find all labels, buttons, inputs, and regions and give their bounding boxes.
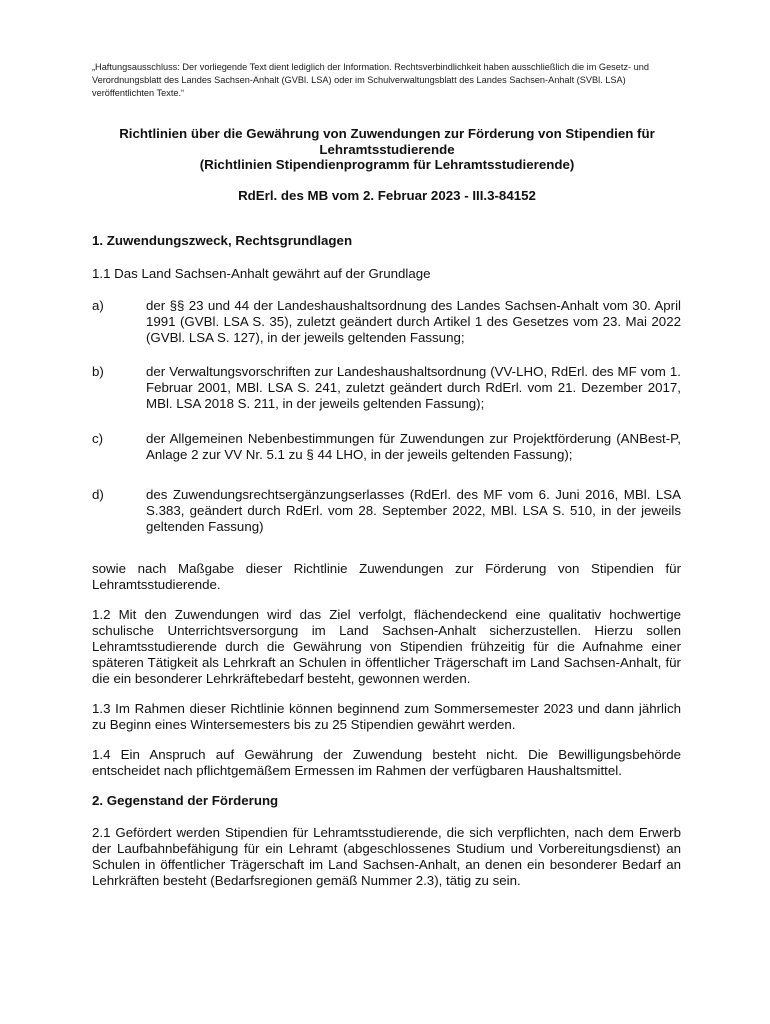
decree-reference: RdErl. des MB vom 2. Februar 2023 - III.3-84152 bbox=[238, 188, 536, 203]
list-item-a bbox=[92, 298, 681, 346]
disclaimer: „Haftungsausschluss: Der vorliegende Text dient lediglich der Information. Rechtsverbindlichkeit haben ausschließlich die im Gesetz- und Verordnungsblatt des Landes Sachsen-Anhalt (GVBl. LSA) oder im Schulverwaltungsblatt des Landes Sachsen-Anhalt (SVBl. LSA) veröffentlichten Texte.“ bbox=[92, 62, 649, 98]
list-item-c bbox=[92, 431, 681, 463]
document-title bbox=[92, 126, 682, 173]
list-item-d bbox=[92, 487, 681, 535]
title-line-2: Lehramtsstudierende bbox=[319, 141, 455, 157]
document-body bbox=[92, 233, 681, 889]
list-item-text: der Allgemeinen Nebenbestimmungen für Zuwendungen zur Projektförderung (ANBest-P, Anlage 2 zur VV Nr. 5.1 zu § 44 LHO, in der jeweils geltenden Fassung); bbox=[146, 431, 681, 462]
paragraph-1-3: 1.3 Im Rahmen dieser Richtlinie können beginnend zum Sommersemester 2023 und dann jährlich zu Beginn eines Wintersemesters bis zu 25 Stipendien gewährt werden. bbox=[92, 701, 681, 732]
paragraph-1-1: 1.1 Das Land Sachsen-Anhalt gewährt auf der Grundlage bbox=[92, 266, 431, 281]
title-line-1: Richtlinien über die Gewährung von Zuwendungen zur Förderung von Stipendien für bbox=[119, 126, 655, 141]
list-item-b bbox=[92, 364, 681, 412]
paragraph-2-1: 2.1 Gefördert werden Stipendien für Lehramtsstudierende, die sich verpflichten, nach dem Erwerb der Laufbahnbefähigung für ein Lehramt (abgeschlossenes Studium und Vorbereitungsdienst) an Schulen in öffentlicher Trägerschaft im Land Sachsen-Anhalt, an denen ein besonderer Bedarf an Lehrkräften besteht (Bedarfsregionen gemäß Nummer 2.3), tätig zu sein. bbox=[92, 825, 681, 888]
list-item-text: der §§ 23 und 44 der Landeshaushaltsordnung des Landes Sachsen-Anhalt vom 30. April 1991 (GVBl. LSA S. 35), zuletzt geändert durch Artikel 1 des Gesetzes vom 23. Mai 2022 (GVBl. LSA S. 127), in der jeweils geltenden Fassung; bbox=[146, 298, 681, 345]
paragraph-1-2: 1.2 Mit den Zuwendungen wird das Ziel verfolgt, flächendeckend eine qualitativ hochwertige schulische Unterrichtsversorgung im Land Sachsen-Anhalt sicherzustellen. Hierzu sollen Lehramtsstudierende durch die Gewährung von Stipendien frühzeitig für die Aufnahme einer späteren Tätigkeit als Lehrkraft an Schulen in öffentlicher Trägerschaft im Land Sachsen-Anhalt, für die ein besonderer Lehrkräftebedarf besteht, gewonnen werden. bbox=[92, 607, 681, 686]
paragraph-1-4: 1.4 Ein Anspruch auf Gewährung der Zuwendung besteht nicht. Die Bewilligungsbehörde entscheidet nach pflichtgemäßem Ermessen im Rahmen der verfügbaren Haushaltsmittel. bbox=[92, 747, 681, 778]
list-item-label: a) bbox=[92, 298, 104, 313]
section-1-heading: 1. Zuwendungszweck, Rechtsgrundlagen bbox=[92, 233, 353, 248]
title-line-3: (Richtlinien Stipendienprogramm für Lehramtsstudierende) bbox=[199, 157, 575, 172]
list-item-text: des Zuwendungsrechtsergänzungserlasses (RdErl. des MF vom 6. Juni 2016, MBl. LSA S.383, geändert durch RdErl. vom 28. September 2022, MBl. LSA S. 510, in der jeweils geltenden Fassung) bbox=[146, 487, 681, 534]
list-item-label: d) bbox=[92, 487, 104, 502]
list-item-text: der Verwaltungsvorschriften zur Landeshaushaltsordnung (VV-LHO, RdErl. des MF vom 1. Februar 2001, MBl. LSA S. 241, zuletzt geändert durch RdErl. vom 21. Dezember 2017, MBl. LSA 2018 S. 211, in der jeweils geltenden Fassung); bbox=[146, 364, 681, 411]
section-2-heading: 2. Gegenstand der Förderung bbox=[92, 793, 279, 808]
list-item-label: b) bbox=[92, 364, 104, 379]
paragraph-sowie: sowie nach Maßgabe dieser Richtlinie Zuwendungen zur Förderung von Stipendien für Lehramtsstudierende. bbox=[92, 561, 681, 592]
list-item-label: c) bbox=[92, 431, 104, 446]
